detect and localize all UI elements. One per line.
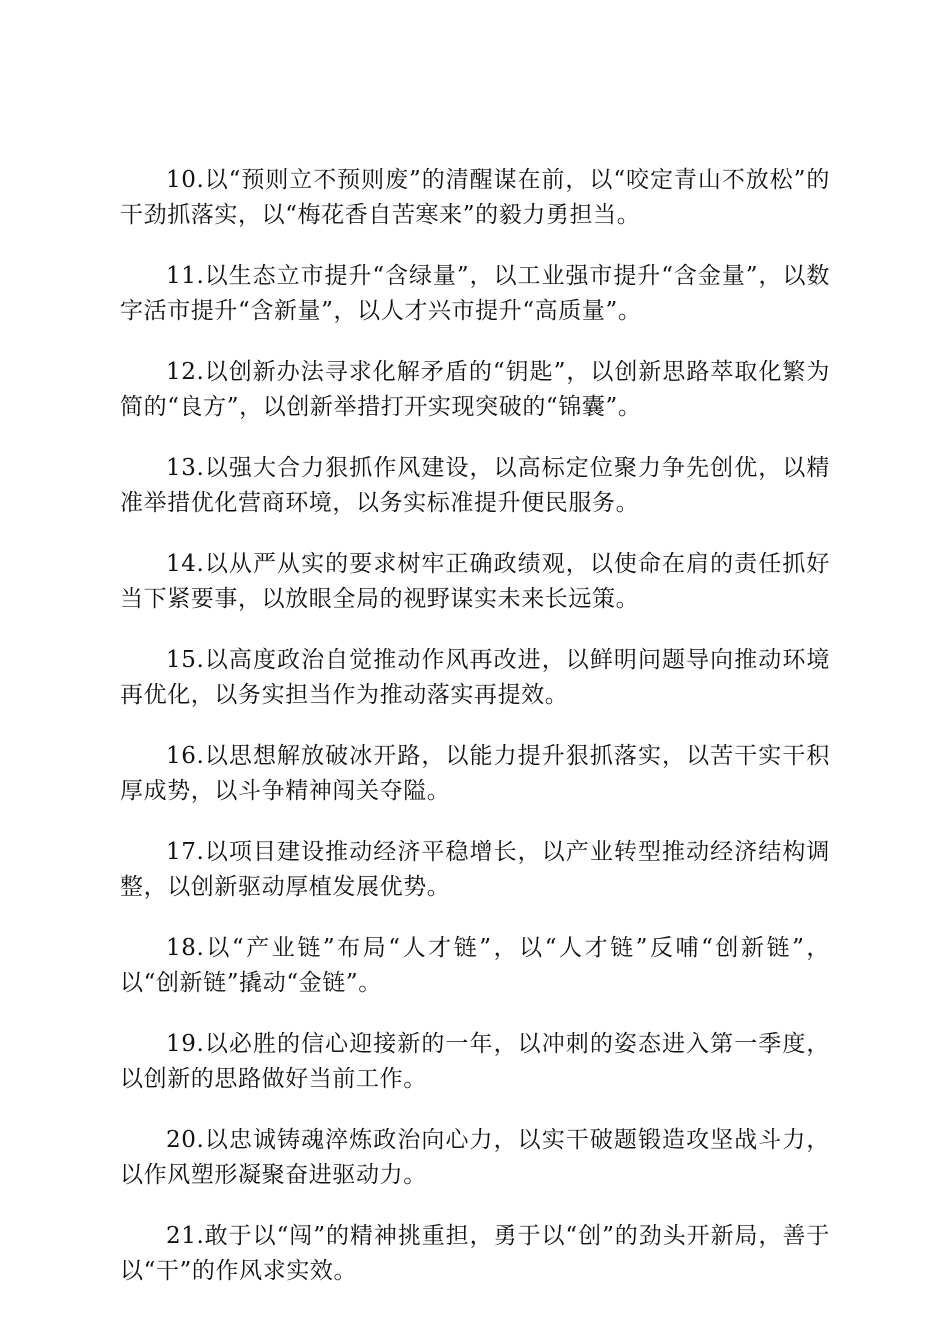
paragraph-18: 18.以“产业链”布局“人才链”，以“人才链”反哺“创新链”，以“创新链”撬动“金链”。 (120, 935, 830, 996)
paragraph-20: 20.以忠诚铸魂淬炼政治向心力，以实干破题锻造攻坚战斗力，以作风塑形凝聚奋进驱动力。 (120, 1127, 830, 1188)
paragraph-21: 21.敢于以“闯”的精神挑重担，勇于以“创”的劲头开新局，善于以“干”的作风求实效。 (120, 1223, 830, 1284)
document-body (120, 163, 830, 1315)
paragraph-14: 14.以从严从实的要求树牢正确政绩观，以使命在肩的责任抓好当下紧要事，以放眼全局的视野谋实未来长远策。 (120, 551, 830, 612)
paragraph-19: 19.以必胜的信心迎接新的一年，以冲刺的姿态进入第一季度，以创新的思路做好当前工作。 (120, 1031, 830, 1092)
paragraph-13: 13.以强大合力狠抓作风建设，以高标定位聚力争先创优，以精准举措优化营商环境，以务实标准提升便民服务。 (120, 455, 830, 516)
paragraph-12: 12.以创新办法寻求化解矛盾的“钥匙”，以创新思路萃取化繁为简的“良方”，以创新举措打开实现突破的“锦囊”。 (120, 359, 830, 420)
paragraph-10: 10.以“预则立不预则废”的清醒谋在前，以“咬定青山不放松”的干劲抓落实，以“梅花香自苦寒来”的毅力勇担当。 (120, 167, 830, 228)
paragraph-16: 16.以思想解放破冰开路，以能力提升狠抓落实，以苦干实干积厚成势，以斗争精神闯关夺隘。 (120, 743, 830, 804)
paragraph-15: 15.以高度政治自觉推动作风再改进，以鲜明问题导向推动环境再优化，以务实担当作为推动落实再提效。 (120, 647, 830, 708)
paragraph-17: 17.以项目建设推动经济平稳增长，以产业转型推动经济结构调整，以创新驱动厚植发展优势。 (120, 839, 830, 900)
paragraph-11: 11.以生态立市提升“含绿量”，以工业强市提升“含金量”，以数字活市提升“含新量”，以人才兴市提升“高质量”。 (120, 263, 830, 324)
